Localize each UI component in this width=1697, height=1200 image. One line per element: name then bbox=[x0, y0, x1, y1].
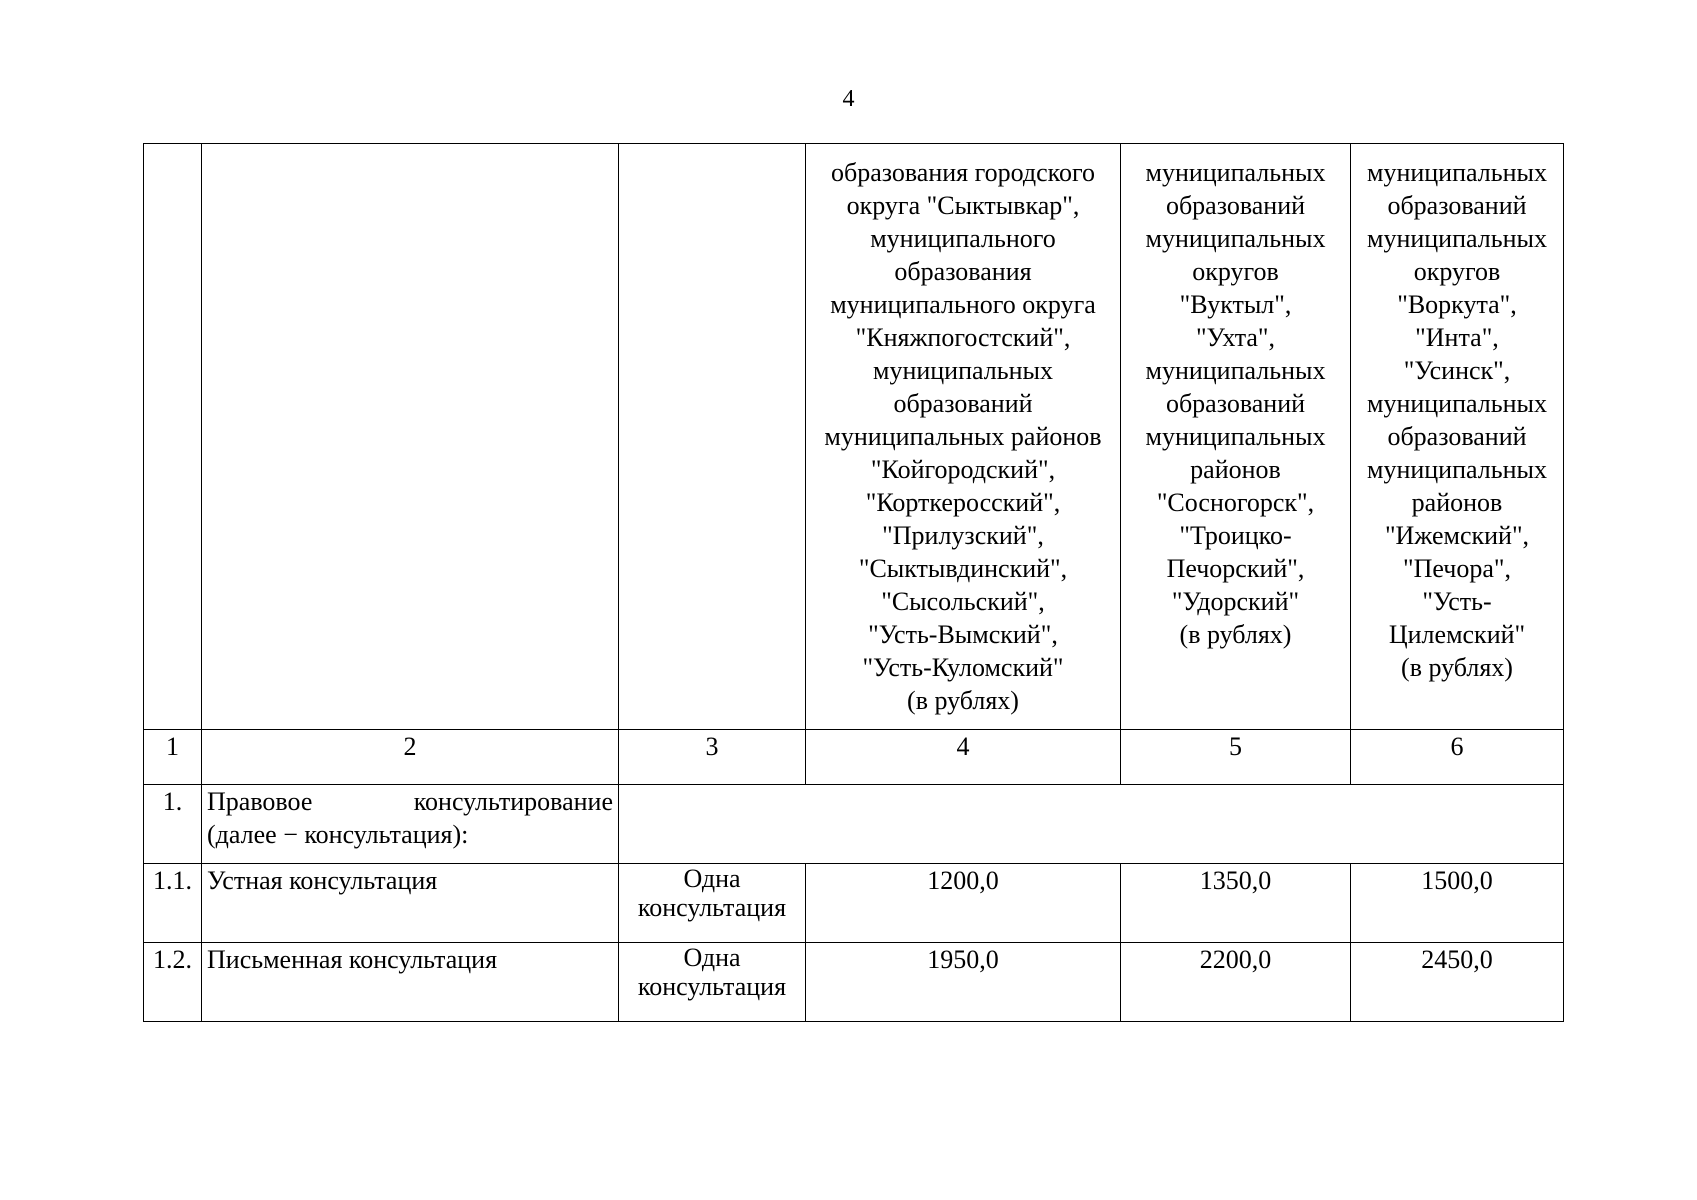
table-row bbox=[144, 864, 1564, 943]
row-price-col6: 1500,0 bbox=[1351, 864, 1564, 943]
header-cell-5: муниципальных образований муниципальных округов "Вуктыл", "Ухта", муниципальных образований муниципальных районов "Сосногорск", "Троицко- Печорский", "Удорский" (в рублях) bbox=[1121, 144, 1351, 730]
row-unit-line: консультация bbox=[637, 893, 787, 922]
section-title-word: Правовое bbox=[207, 787, 313, 816]
row-service-name: Устная консультация bbox=[202, 864, 619, 943]
row-unit-line: консультация bbox=[637, 972, 787, 1001]
header-cell-1 bbox=[144, 144, 202, 730]
column-number: 5 bbox=[1121, 730, 1351, 785]
section-title-word: консультирование bbox=[413, 787, 613, 816]
section-empty-cell bbox=[619, 785, 1564, 864]
header-row bbox=[144, 144, 1564, 730]
row-unit bbox=[619, 864, 806, 943]
header-cell-6: муниципальных образований муниципальных округов "Воркута", "Инта", "Усинск", муниципальных образований муниципальных районов "Ижемский", "Печора", "Усть- Цилемский" (в рублях) bbox=[1351, 144, 1564, 730]
section-title bbox=[202, 785, 619, 864]
page-number: 4 bbox=[842, 86, 855, 112]
row-number: 1.1. bbox=[144, 864, 202, 943]
header-cell-3 bbox=[619, 144, 806, 730]
table-row bbox=[144, 943, 1564, 1022]
row-price-col5: 2200,0 bbox=[1121, 943, 1351, 1022]
row-unit-line: Одна bbox=[683, 864, 741, 893]
column-number: 6 bbox=[1351, 730, 1564, 785]
row-unit bbox=[619, 943, 806, 1022]
section-row bbox=[144, 785, 1564, 864]
row-unit-line: Одна bbox=[683, 943, 741, 972]
header-cell-4: образования городского округа "Сыктывкар", муниципального образования муниципального округа "Княжпогостский", муниципальных образований муниципальных районов "Койгородский", "Корткеросский", "Прилузский", "Сыктывдинский", "Сысольский", "Усть-Вымский", "Усть-Куломский" (в рублях) bbox=[806, 144, 1121, 730]
row-price-col6: 2450,0 bbox=[1351, 943, 1564, 1022]
header-cell-2 bbox=[202, 144, 619, 730]
row-price-col5: 1350,0 bbox=[1121, 864, 1351, 943]
column-number: 3 bbox=[619, 730, 806, 785]
column-number: 1 bbox=[144, 730, 202, 785]
row-price-col4: 1950,0 bbox=[806, 943, 1121, 1022]
row-number: 1.2. bbox=[144, 943, 202, 1022]
section-number: 1. bbox=[144, 785, 202, 864]
section-title-line: (далее − консультация): bbox=[207, 820, 469, 849]
column-number-row bbox=[144, 730, 1564, 785]
row-service-name: Письменная консультация bbox=[202, 943, 619, 1022]
column-number: 4 bbox=[806, 730, 1121, 785]
column-number: 2 bbox=[202, 730, 619, 785]
tariff-table bbox=[143, 143, 1564, 1022]
row-price-col4: 1200,0 bbox=[806, 864, 1121, 943]
